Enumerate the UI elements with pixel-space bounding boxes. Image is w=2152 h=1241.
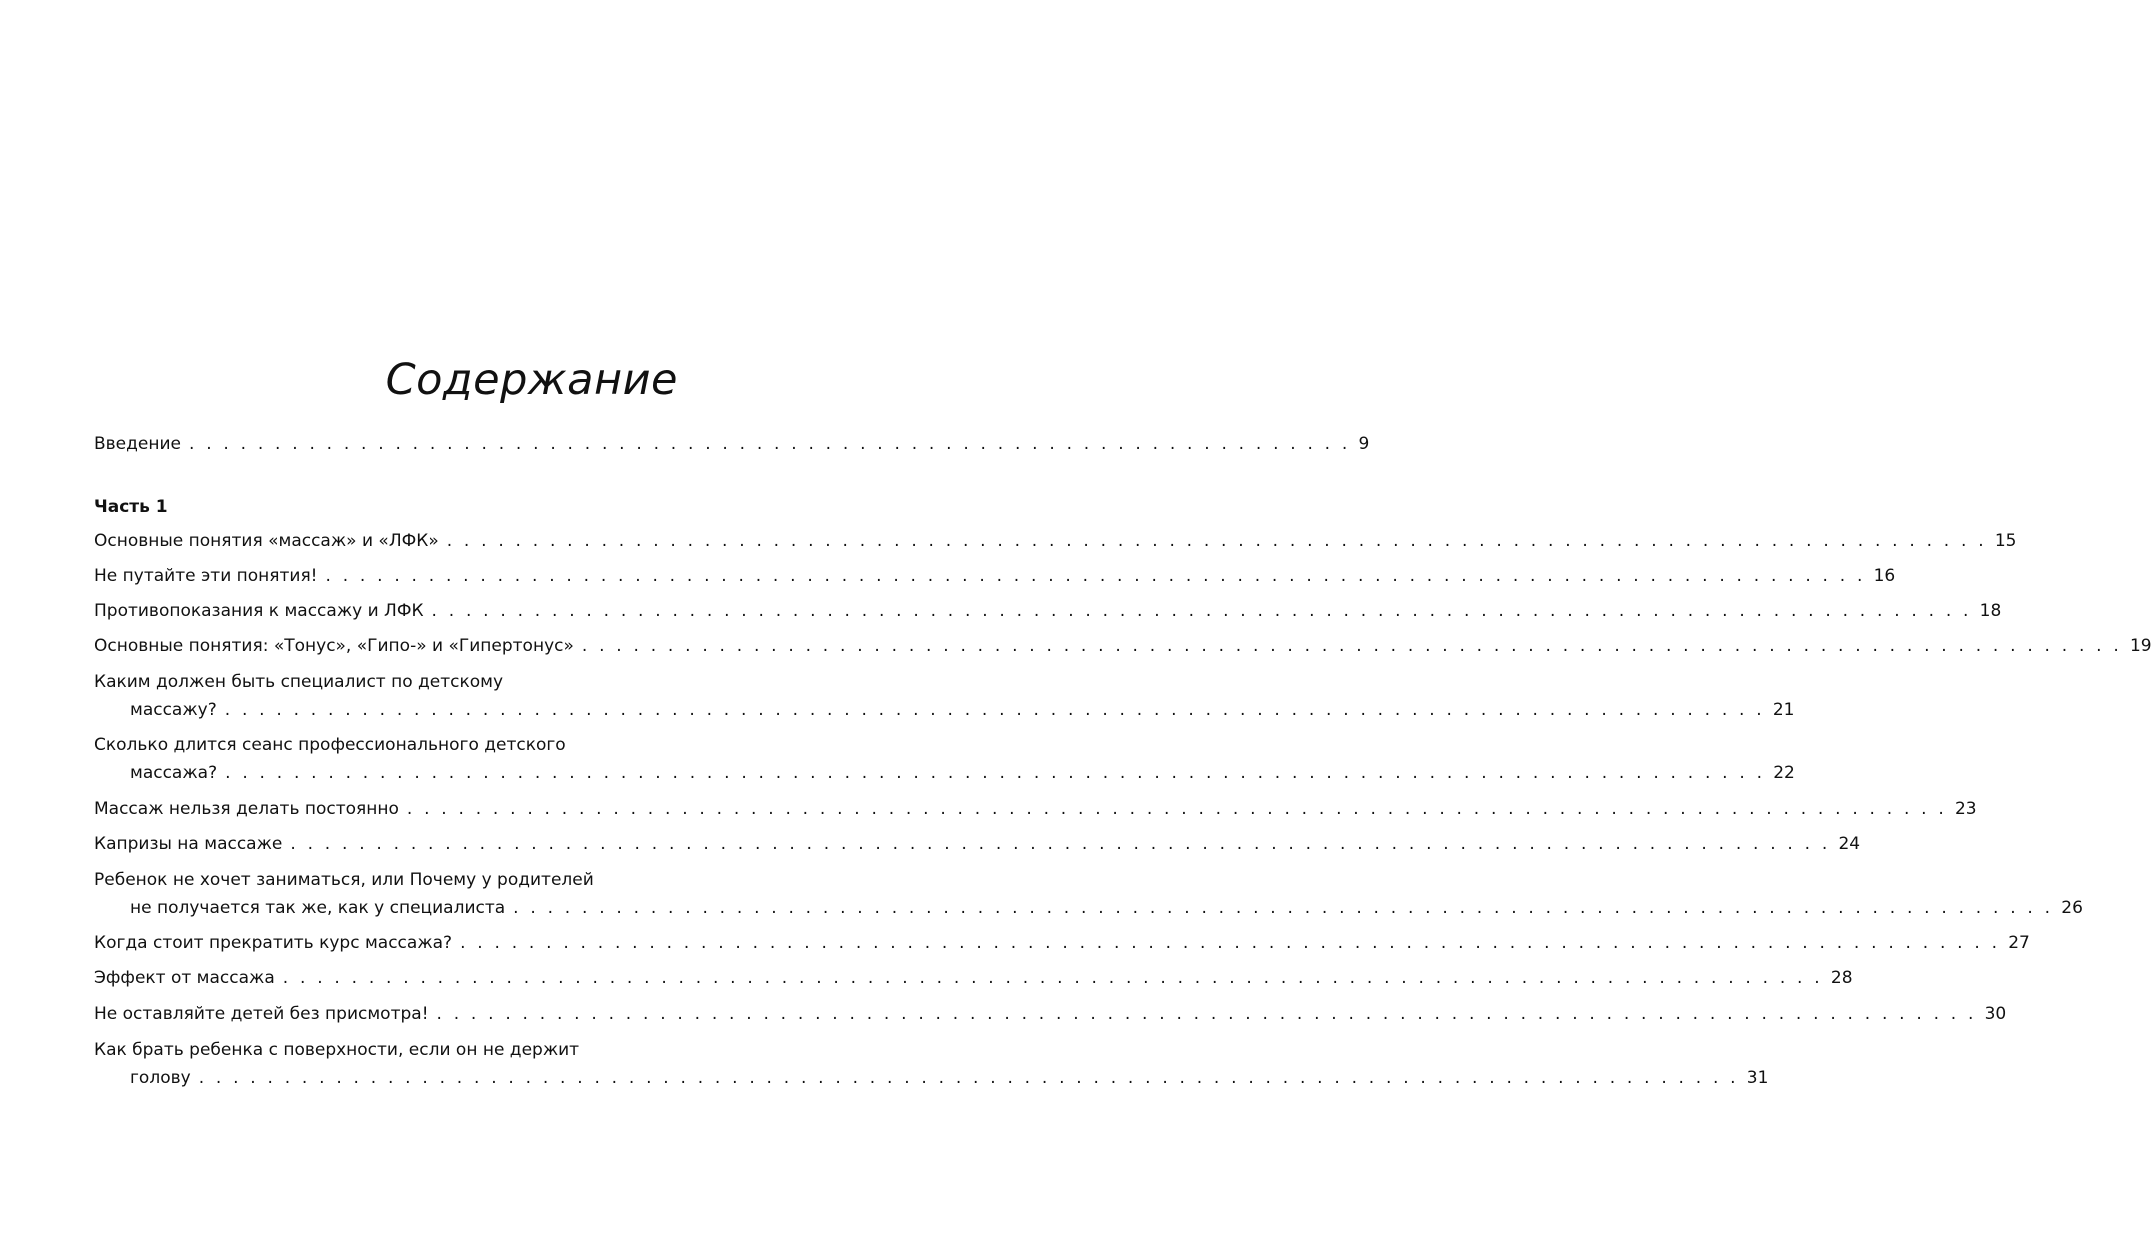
leader-dots: . . . . . . . . . . . . . . . . . . . . . . . . . . . . . . . . . . . . . . . . . . . . . . . . . . . . . . . . . . . . . . . . . . . . . . . . . . . . . . . . . . . . . . . . . . [290, 834, 1831, 854]
toc-entry-page: 28 [1830, 968, 1853, 988]
section-heading: Часть 1 [94, 497, 168, 517]
toc-entry-page: 22 [1773, 763, 1795, 783]
toc-entry-first-line[interactable]: Ребенок не хочет заниматься, или Почему у родителей [94, 870, 594, 890]
leader-dots: . . . . . . . . . . . . . . . . . . . . . . . . . . . . . . . . . . . . . . . . . . . . . . . . . . . . . . . . . . . . . . . . . . . . . . . . . . . . . . . . . . . . . . . . . . [325, 566, 1866, 586]
toc-entry-page: 18 [1979, 601, 2002, 621]
toc-entry[interactable] [130, 898, 2083, 922]
toc-entry-label: не получается так же, как у специалиста [130, 898, 506, 918]
toc-entry-label: Когда стоит прекратить курс массажа? [94, 933, 453, 953]
leader-dots: . . . . . . . . . . . . . . . . . . . . . . . . . . . . . . . . . . . . . . . . . . . . . . . . . . . . . . . . . . . . . . . . . . . . . . . . . . . . . . . . . . . . . . . . . . [282, 968, 1823, 988]
toc-entry-page: 26 [2061, 898, 2083, 918]
leader-dots: . . . . . . . . . . . . . . . . . . . . . . . . . . . . . . . . . . . . . . . . . . . . . . . . . . . . . . . . . . . . . . . . . . . . . . . . . . . . . . . . . . . . . . . . . . [581, 636, 2122, 656]
toc-entry[interactable] [130, 763, 1795, 787]
toc-entry-page: 19 [2129, 636, 2152, 656]
toc-entry-label: массажа? [130, 763, 218, 783]
toc-entry-label: Капризы на массаже [94, 834, 283, 854]
toc-entry-page: 21 [1772, 700, 1795, 720]
leader-dots: . . . . . . . . . . . . . . . . . . . . . . . . . . . . . . . . . . . . . . . . . . . . . . . . . . . . . . . . . . . . . . . . . . . . [188, 434, 1351, 454]
toc-entry-intro[interactable] [94, 434, 1370, 458]
toc-entry-page: 24 [1838, 834, 1861, 854]
toc-entry[interactable] [130, 1068, 1769, 1092]
leader-dots: . . . . . . . . . . . . . . . . . . . . . . . . . . . . . . . . . . . . . . . . . . . . . . . . . . . . . . . . . . . . . . . . . . . . . . . . . . . . . . . . . . . . . . . . . . [198, 1068, 1739, 1088]
leader-dots: . . . . . . . . . . . . . . . . . . . . . . . . . . . . . . . . . . . . . . . . . . . . . . . . . . . . . . . . . . . . . . . . . . . . . . . . . . . . . . . . . . . . . . . . . . [406, 799, 1947, 819]
leader-dots: . . . . . . . . . . . . . . . . . . . . . . . . . . . . . . . . . . . . . . . . . . . . . . . . . . . . . . . . . . . . . . . . . . . . . . . . . . . . . . . . . . . . . . . . . . [460, 933, 2001, 953]
toc-entry[interactable] [94, 968, 1853, 992]
toc-entry-label: Противопоказания к массажу и ЛФК [94, 601, 424, 621]
toc-entry[interactable] [94, 636, 2152, 660]
toc-entry-label: Введение [94, 434, 181, 454]
toc-entry-page: 31 [1746, 1068, 1769, 1088]
leader-dots: . . . . . . . . . . . . . . . . . . . . . . . . . . . . . . . . . . . . . . . . . . . . . . . . . . . . . . . . . . . . . . . . . . . . . . . . . . . . . . . . . . . . . . . . . . [431, 601, 1972, 621]
leader-dots: . . . . . . . . . . . . . . . . . . . . . . . . . . . . . . . . . . . . . . . . . . . . . . . . . . . . . . . . . . . . . . . . . . . . . . . . . . . . . . . . . . . . . . . . . . [224, 700, 1765, 720]
toc-entry-label: Не путайте эти понятия! [94, 566, 318, 586]
toc-entry-label: Основные понятия: «Тонус», «Гипо-» и «Гипертонус» [94, 636, 574, 656]
toc-entry-label: голову [130, 1068, 191, 1088]
toc-entry-label: массажу? [130, 700, 217, 720]
page-title: Содержание [385, 354, 678, 405]
toc-entry-page: 27 [2008, 933, 2030, 953]
toc-entry-page: 15 [1994, 531, 2017, 551]
toc-entry[interactable] [130, 700, 1795, 724]
toc-entry-label: Не оставляйте детей без присмотра! [94, 1004, 429, 1024]
toc-entry-label: Массаж нельзя делать постоянно [94, 799, 399, 819]
toc-entry-first-line[interactable]: Каким должен быть специалист по детскому [94, 672, 504, 692]
toc-entry-page: 23 [1954, 799, 1977, 819]
toc-entry-page: 9 [1358, 434, 1370, 454]
toc-entry[interactable] [94, 566, 1896, 590]
leader-dots: . . . . . . . . . . . . . . . . . . . . . . . . . . . . . . . . . . . . . . . . . . . . . . . . . . . . . . . . . . . . . . . . . . . . . . . . . . . . . . . . . . . . . . . . . . [436, 1004, 1977, 1024]
toc-entry[interactable] [94, 531, 2017, 555]
toc-entry-first-line[interactable]: Сколько длится сеанс профессионального детского [94, 735, 566, 755]
leader-dots: . . . . . . . . . . . . . . . . . . . . . . . . . . . . . . . . . . . . . . . . . . . . . . . . . . . . . . . . . . . . . . . . . . . . . . . . . . . . . . . . . . . . . . . . . . [446, 531, 1987, 551]
toc-entry[interactable] [94, 601, 2002, 625]
leader-dots: . . . . . . . . . . . . . . . . . . . . . . . . . . . . . . . . . . . . . . . . . . . . . . . . . . . . . . . . . . . . . . . . . . . . . . . . . . . . . . . . . . . . . . . . . . [513, 898, 2054, 918]
toc-entry-first-line[interactable]: Как брать ребенка с поверхности, если он не держит [94, 1040, 580, 1060]
toc-entry-page: 30 [1984, 1004, 2007, 1024]
toc-entry-page: 16 [1873, 566, 1896, 586]
toc-entry[interactable] [94, 933, 2030, 957]
toc-entry[interactable] [94, 799, 1977, 823]
leader-dots: . . . . . . . . . . . . . . . . . . . . . . . . . . . . . . . . . . . . . . . . . . . . . . . . . . . . . . . . . . . . . . . . . . . . . . . . . . . . . . . . . . . . . . . . . . [225, 763, 1766, 783]
toc-entry[interactable] [94, 1004, 2007, 1028]
toc-entry[interactable] [94, 834, 1861, 858]
toc-entry-label: Основные понятия «массаж» и «ЛФК» [94, 531, 439, 551]
toc-entry-label: Эффект от массажа [94, 968, 275, 988]
